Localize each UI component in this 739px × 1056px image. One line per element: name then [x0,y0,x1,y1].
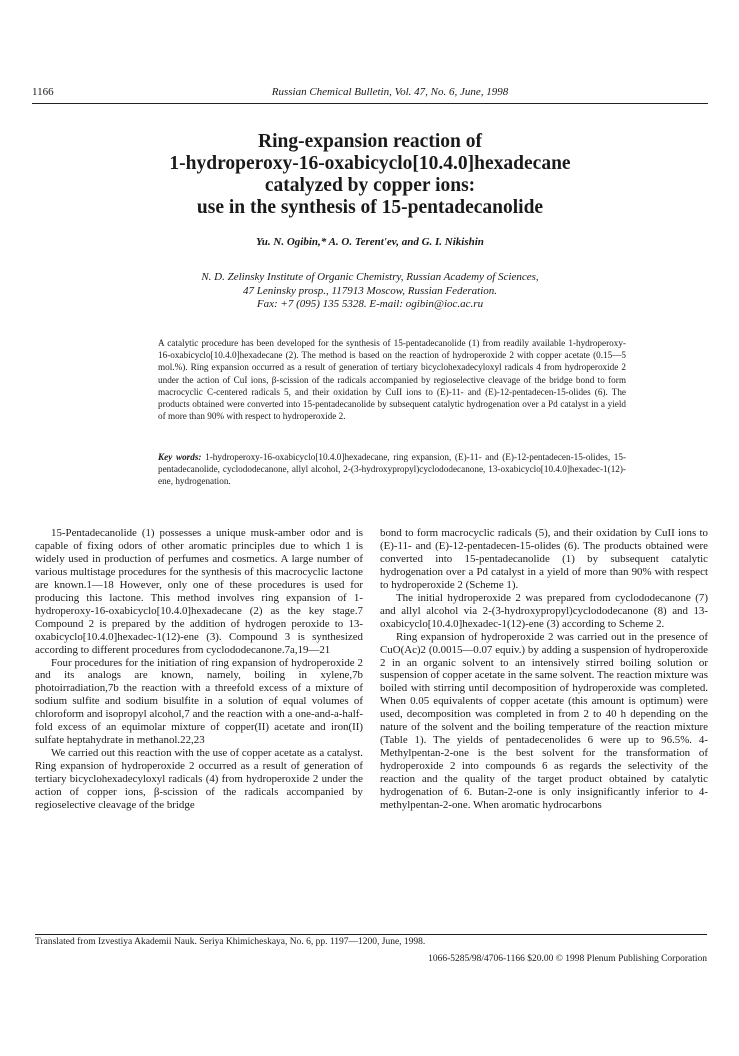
keywords [158,451,626,488]
title-line: Ring-expansion reaction of [258,131,482,152]
keywords-label: Key words: [158,452,202,462]
paragraph: bond to form macrocyclic radicals (5), and their oxidation by CuII ions to (E)-11- and (E)-12-pentadecen-15-olides (6). The products obtained were converted into 15-pentadecanolide (1) by subsequent catalytic hydrogenation over a Pd catalyst in a yield of more than 90% with respect to hydroperoxide 2 (Scheme 1). [380,527,708,591]
paragraph: 15-Pentadecanolide (1) possesses a unique musk-amber odor and is capable of fixing odors of other aromatic principles due to which 1 is widely used in production of perfumes and cosmetics. A large number of various multistage procedures for the synthesis of this macrocyclic lactone are known.1—18 However, only one of these procedures is used for producing this lactone. This method involves ring expansion of 1-hydroperoxy-16-oxabicyclo[10.4.0]hexadecane (2) as the key stage.7 Compound 2 is prepared by the addition of hydrogen peroxide to 13-oxabicyclo[10.4.0]hexadec-1(12)-ene (3). Compound 3 is synthesized according to different procedures from cyclododecanone.7a,19—21 [35,527,363,656]
title-line: 1-hydroperoxy-16-oxabicyclo[10.4.0]hexadecane [169,153,571,174]
article-title [40,131,700,219]
abstract: A catalytic procedure has been developed for the synthesis of 15-pentadecanolide (1) from readily available 1-hydroperoxy-16-oxabicyclo[10.4.0]hexadecane (2). The method is based on the reaction of hydroperoxide 2 with copper acetate (0.15—5 mol.%). Ring expansion occurred as a result of generation of tertiary bicyclohexadecyloxyl radicals 4 from hydroperoxide 2 under the action of CuI ions, β-scission of the radicals accompanied by regioselective cleavage of the bridge bond to form macrocyclic C-centered radicals 5, and their oxidation by CuII ions to (E)-11- and (E)-12-pentadecen-15-olides (6). The products obtained were converted into 15-pentadecanolide by subsequent catalytic hydrogenation over a Pd catalyst in a yield of more than 90% with respect to hydroperoxide 2. [158,338,626,422]
paragraph: The initial hydroperoxide 2 was prepared from cyclododecanone (7) and allyl alcohol via 2-(3-hydroxypropyl)cyclododecanone (8) and 13-oxabicyclo[10.4.0]hexadec-1(12)-ene (3) according to Scheme 2. [380,591,708,630]
paragraph: Four procedures for the initiation of ring expansion of hydroperoxide 2 and its analogs are known, namely, boiling in xylene,7b photoirradiation,7b the reaction with a threefold excess of a mixture of sodium sulfite and sodium bisulfite in a solution of equal volumes of chloroform and isopropyl alcohol,7 and the reaction with a one-and-a-half-fold excess of an equimolar mixture of copper(II) acetate and iron(II) sulfate heptahydrate in methanol.22,23 [35,656,363,747]
affiliation-line: Fax: +7 (095) 135 5328. E-mail: ogibin@ioc.ac.ru [256,298,484,310]
authors: Yu. N. Ogibin,* A. O. Terent'ev, and G. I. Nikishin [256,236,484,248]
affiliation-line: N. D. Zelinsky Institute of Organic Chemistry, Russian Academy of Sciences, [201,271,539,283]
left-column [35,527,363,812]
title-line: catalyzed by copper ions: [264,175,476,196]
title-line: use in the synthesis of 15-pentadecanolide [196,197,544,218]
journal-citation: Russian Chemical Bulletin, Vol. 47, No. 6, June, 1998 [271,86,509,98]
keywords-text: 1-hydroperoxy-16-oxabicyclo[10.4.0]hexadecane, ring expansion, (E)-11- and (E)-12-pentadecen-15-olides, 15-pentadecanolide, cyclododecanone, allyl alcohol, 2-(3-hydroxypropyl)cyclododecanone, 13-oxabicyclo[10.4.0]hexadec-1(12)-ene, hydrogenation. [158,452,627,487]
paragraph: We carried out this reaction with the use of copper acetate as a catalyst. Ring expansion of hydroperoxide 2 occurred as a result of generation of tertiary bicyclohexadecyloxyl radicals (4) from hydroperoxide 2 under the action of copper ions, β-scission of the radicals accompanied by regioselective cleavage of the bridge [35,747,363,812]
affiliation [40,271,700,312]
affiliation-line: 47 Leninsky prosp., 117913 Moscow, Russian Federation. [243,284,497,297]
translation-note: Translated from Izvestiya Akademii Nauk. Seriya Khimicheskaya, No. 6, pp. 1197—1200, June, 1998. [35,937,426,947]
header-rule [32,103,708,104]
footer-rule [35,934,707,935]
running-header [32,84,708,104]
copyright-line: 1066-5285/98/4706-1166 $20.00 © 1998 Plenum Publishing Corporation [428,954,707,964]
right-column [380,527,708,812]
page-number: 1166 [32,86,54,98]
paragraph: Ring expansion of hydroperoxide 2 was carried out in the presence of CuO(Ac)2 (0.0015—0.07 equiv.) by adding a suspension of hydroperoxide 2 in an organic solvent to an intensively stirred boiling solution or suspension of copper acetate in the same solvent. The reaction mixture was boiled with stirring until decomposition of hydroperoxide was completed. When 0.05 equivalents of copper acetate (this amount is optimum) were used, decomposition was completed in from 2 to 40 h depending on the nature of the solvent and the boiling temperature of the reaction mixture (Table 1). The yields of pentadecenolides 6 were up to 96.5%. 4-Methylpentan-2-one is the best solvent for the transformation of hydroperoxide 2 into compounds 6 as regards the selectivity of the reaction and the quality of the target product obtained by catalytic hydrogenation of 6. Butan-2-one is only insignificantly inferior to 4-methylpentan-2-one. When aromatic hydrocarbons [380,630,708,812]
